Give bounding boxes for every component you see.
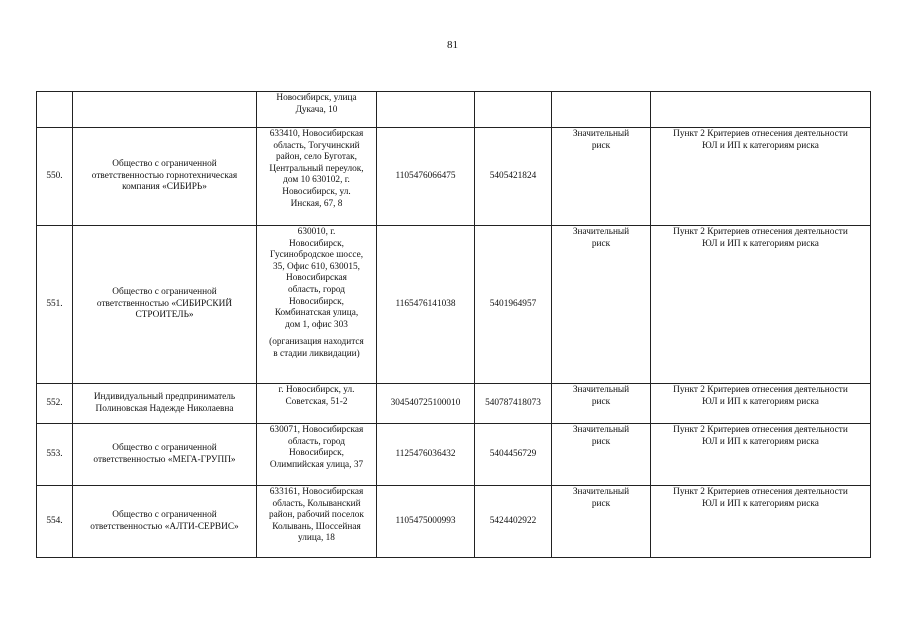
- inn-cell: 5404456729: [475, 424, 552, 486]
- organization-name-cell: [73, 384, 257, 424]
- address-cell: [257, 486, 377, 558]
- organization-name-line: Общество с ограниченной: [112, 442, 217, 453]
- risk-category-cell: [552, 424, 651, 486]
- organization-name-cell: [73, 486, 257, 558]
- risk-basis-cell: [651, 128, 871, 226]
- address-line: Новосибирск,: [289, 448, 344, 459]
- risk-category-line: [554, 93, 648, 105]
- address-line: 630071, Новосибирская: [269, 425, 364, 435]
- inn-cell: [475, 92, 552, 128]
- address-line: Инская, 67, 8: [290, 198, 343, 209]
- address-line: 633161, Новосибирская: [269, 487, 364, 497]
- address-line: Новосибирская: [286, 273, 347, 284]
- ogrn-cell: 1165476141038: [377, 226, 475, 384]
- risk-basis-line: Пункт 2 Критериев отнесения деятельности: [673, 227, 848, 237]
- risk-category-cell: [552, 92, 651, 128]
- risk-category-line: Значительный: [572, 487, 630, 497]
- risk-basis-line: Пункт 2 Критериев отнесения деятельности: [673, 129, 848, 139]
- risk-category-cell: [552, 486, 651, 558]
- risk-category-cell: [552, 128, 651, 226]
- address-line: Олимпийская улица, 37: [269, 459, 364, 470]
- table-row: [37, 424, 871, 486]
- table-row: [37, 92, 871, 128]
- risk-category-line: риск: [591, 238, 611, 249]
- ogrn-cell: 304540725100010: [377, 384, 475, 424]
- address-line: район, село Буготак,: [275, 152, 357, 163]
- risk-category-line: Значительный: [572, 385, 630, 395]
- risk-basis-line: ЮЛ и ИП к категориям риска: [702, 140, 819, 151]
- inn-cell: 5424402922: [475, 486, 552, 558]
- address-line: Новосибирск, ул.: [282, 186, 351, 197]
- organization-name-line: ответственностью «МЕГА-ГРУПП»: [93, 454, 236, 465]
- risk-category-line: риск: [591, 396, 611, 407]
- organization-name-cell: [73, 92, 257, 128]
- risk-basis-line: Пункт 2 Критериев отнесения деятельности: [673, 425, 848, 435]
- address-cell: [257, 384, 377, 424]
- organization-name-line: Индивидуальный предприниматель: [93, 391, 236, 402]
- risk-category-line: риск: [591, 498, 611, 509]
- risk-basis-line: ЮЛ и ИП к категориям риска: [702, 238, 819, 249]
- address-line: 633410, Новосибирская: [269, 129, 364, 139]
- risk-basis-cell: [651, 92, 871, 128]
- organization-name-line: Общество с ограниченной: [112, 287, 217, 298]
- ogrn-cell: 1105476066475: [377, 128, 475, 226]
- address-cell: [257, 128, 377, 226]
- address-line: Дукача, 10: [295, 104, 338, 115]
- row-number-cell: 551.: [37, 226, 73, 384]
- organization-name-line: Общество с ограниченной: [112, 159, 217, 170]
- risk-category-cell: [552, 384, 651, 424]
- organization-name-cell: [73, 128, 257, 226]
- organization-name-line: СТРОИТЕЛЬ»: [135, 310, 194, 321]
- address-line: Комбинатская улица,: [274, 308, 359, 319]
- risk-basis-cell: [651, 384, 871, 424]
- address-line: 35, Офис 610, 630015,: [273, 261, 360, 272]
- organization-name-line: ответственностью «СИБИРСКИЙ: [96, 298, 233, 309]
- risk-basis-line: Пункт 2 Критериев отнесения деятельности: [673, 487, 848, 497]
- address-line: Колывань, Шоссейная: [272, 521, 361, 532]
- risk-category-line: [554, 105, 648, 117]
- address-cell: [257, 92, 377, 128]
- row-number-cell: 552.: [37, 384, 73, 424]
- address-line: Новосибирск,: [289, 296, 344, 307]
- address-line: дом 1, офис 303: [285, 319, 348, 330]
- ogrn-cell: [377, 92, 475, 128]
- address-line: область, Тогучинский: [273, 140, 360, 151]
- risk-basis-line: ЮЛ и ИП к категориям риска: [702, 396, 819, 407]
- address-cell: [257, 424, 377, 486]
- organization-name-line: ответственностью «АЛТИ-СЕРВИС»: [90, 521, 239, 532]
- address-line: Новосибирск, улица: [276, 93, 357, 103]
- risk-category-line: Значительный: [572, 129, 630, 139]
- address-line: 630010, г.: [297, 227, 336, 237]
- organization-name-line: ответственностью горнотехническая: [91, 170, 238, 181]
- table-row: [37, 486, 871, 558]
- risk-basis-line: Пункт 2 Критериев отнесения деятельности: [673, 385, 848, 395]
- address-line: область, Колыванский: [272, 498, 361, 509]
- ogrn-cell: 1125476036432: [377, 424, 475, 486]
- risk-basis-line: ЮЛ и ИП к категориям риска: [702, 436, 819, 447]
- address-line: Советская, 51-2: [285, 396, 348, 407]
- address-line: дом 10 630102, г.: [283, 175, 350, 186]
- risk-basis-cell: [651, 486, 871, 558]
- risk-category-line: Значительный: [572, 425, 630, 435]
- inn-cell: 5405421824: [475, 128, 552, 226]
- address-line: г. Новосибирск, ул.: [278, 385, 355, 395]
- table-row: [37, 384, 871, 424]
- risk-basis-cell: [651, 226, 871, 384]
- risk-basis-cell: [651, 424, 871, 486]
- table-row: [37, 226, 871, 384]
- liquidation-note-line: в стадии ликвидации): [273, 348, 360, 359]
- page-number: 81: [447, 39, 458, 51]
- risk-category-line: Значительный: [572, 227, 630, 237]
- organization-name-line: Общество с ограниченной: [112, 509, 217, 520]
- address-line: Гусинобродское шоссе,: [269, 250, 364, 261]
- risk-basis-line: [653, 105, 868, 117]
- inn-cell: 5401964957: [475, 226, 552, 384]
- address-line: улица, 18: [298, 533, 335, 544]
- address-line: Новосибирск,: [289, 238, 344, 249]
- risk-category-line: риск: [591, 436, 611, 447]
- address-line: область, город: [288, 436, 345, 447]
- risk-basis-line: ЮЛ и ИП к категориям риска: [702, 498, 819, 509]
- risk-registry-table: [36, 91, 871, 558]
- inn-cell: 540787418073: [475, 384, 552, 424]
- address-line: Центральный переулок,: [269, 163, 364, 174]
- risk-category-cell: [552, 226, 651, 384]
- row-number-cell: 550.: [37, 128, 73, 226]
- risk-basis-line: [653, 93, 868, 105]
- risk-category-line: риск: [591, 140, 611, 151]
- organization-name-line: Полиновская Надежде Николаевна: [95, 403, 234, 414]
- organization-name-cell: [73, 226, 257, 384]
- ogrn-cell: 1105475000993: [377, 486, 475, 558]
- table-row: [37, 128, 871, 226]
- row-number-cell: 553.: [37, 424, 73, 486]
- organization-name-line: компания «СИБИРЬ»: [122, 182, 207, 193]
- address-line: область, город: [288, 284, 345, 295]
- row-number-cell: [37, 92, 73, 128]
- row-number-cell: 554.: [37, 486, 73, 558]
- organization-name-cell: [73, 424, 257, 486]
- address-line: район, рабочий поселок: [269, 510, 364, 521]
- liquidation-note-line: (организация находится: [269, 337, 364, 348]
- address-cell: [257, 226, 377, 384]
